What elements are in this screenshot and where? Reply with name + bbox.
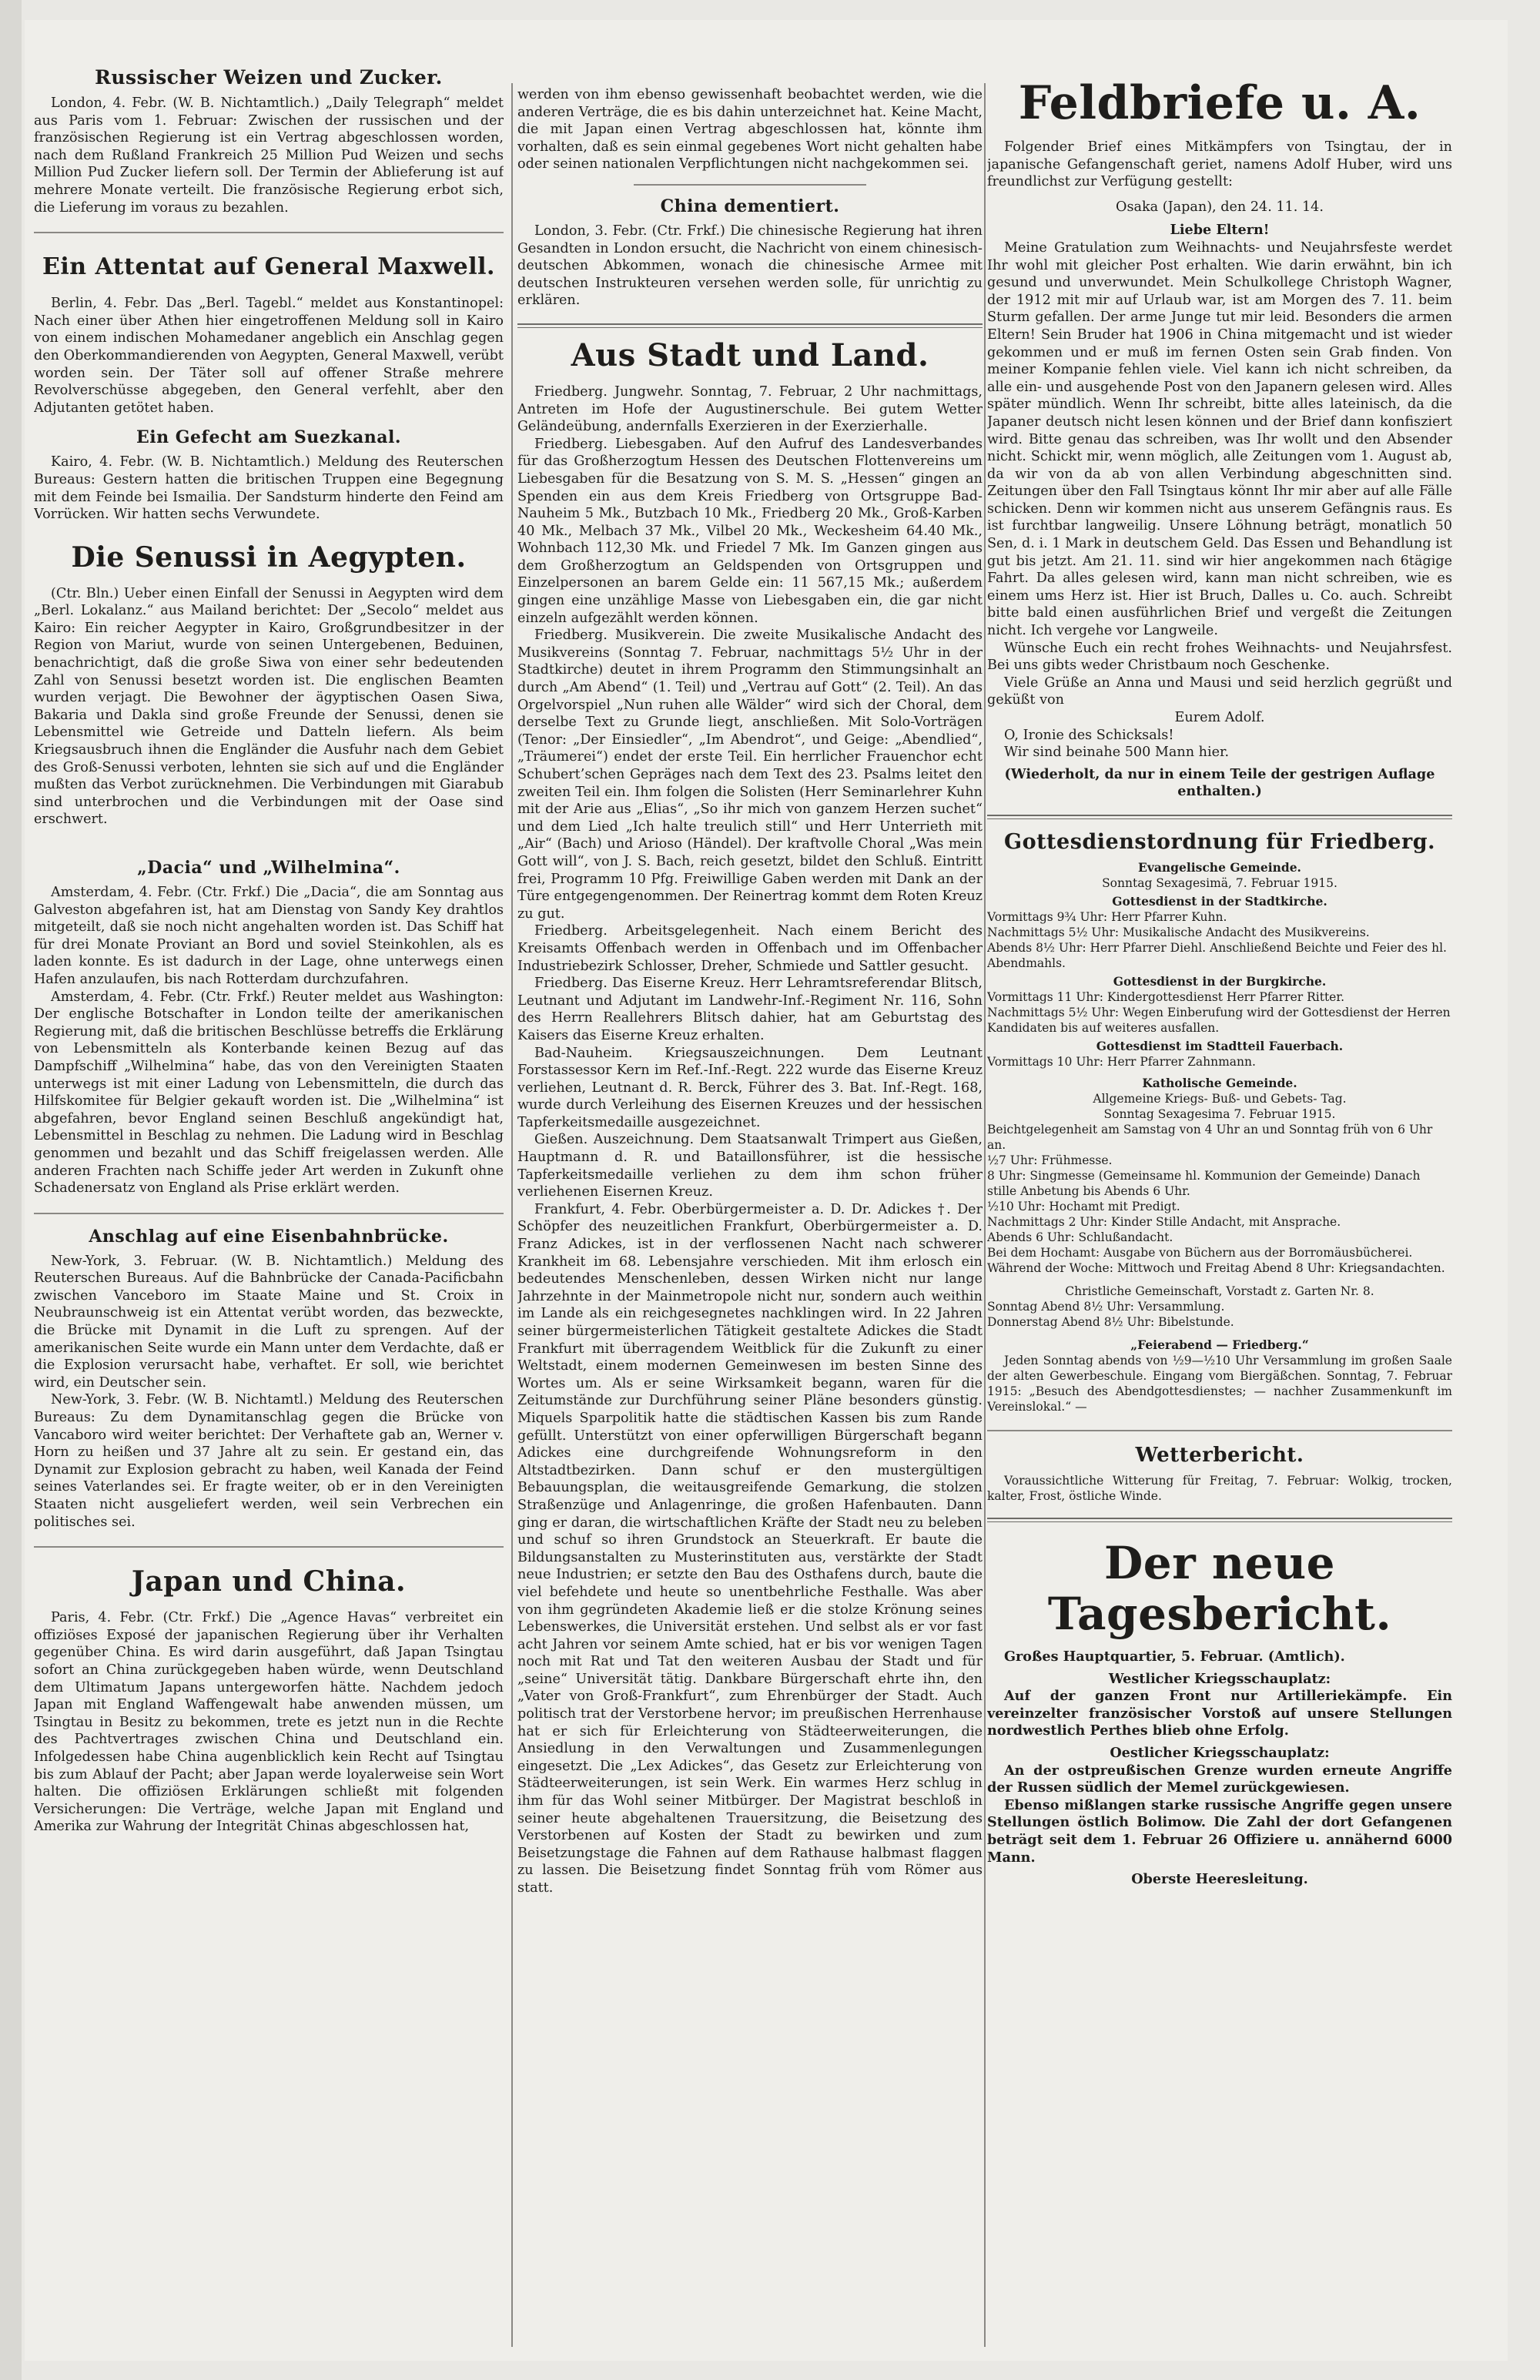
schedule-line: 8 Uhr: Singmesse (Gemeinsame hl. Kommunion der Gemeinde) Danach stille Anbetung bis Abends 6 Uhr. <box>987 1168 1421 1198</box>
headline-japan-china: Japan und China. <box>131 1565 407 1598</box>
divider <box>34 1213 504 1214</box>
divider <box>634 184 866 186</box>
local-news-item: Friedberg. Jungwehr. Sonntag, 7. Februar, 2 Uhr nachmittags, Antreten im Hofe der Augustinerschule. Bei gutem Wetter Geländeübung, andernfalls Exerzieren in der Exerzierhalle. <box>517 383 983 435</box>
headline-eisenbahnbruecke: Anschlag auf eine Eisenbahnbrücke. <box>89 1226 449 1247</box>
letter-postscript: O, Ironie des Schicksals! <box>1004 727 1174 743</box>
letter-signature: Eurem Adolf. <box>1174 710 1265 725</box>
article-paragraph: Amsterdam, 4. Febr. (Ctr. Frkf.) Reuter meldet aus Washington: Der englische Botschafter in London teilte der amerikanischen Regierung mit, daß die britischen Beschlüsse betreffs die Erklärung von Lebensmitteln als Konterbande keinen Bezug auf das Dampfschiff „Wilhelmina“ habe, das von den Vereinigten Staaten unterwegs ist mit einer Ladung von Lebensmitteln, die durch das Hilfskomitee für Belgier gekauft worden ist. Die „Wilhelmina“ ist abgefahren, bevor England seinen Beschluß angekündigt hat, Lebensmittel in Beschlag zu nehmen. Die Ladung wird in Beschlag genommen und bezahlt und das Schiff freigelassen werden. Alle anderen Frachten nach Schiffe jeder Art werden in Zukunft ohne Schadenersatz von England als Prise erklärt werden. <box>34 989 504 1197</box>
schedule-line: Nachmittags 5½ Uhr: Musikalische Andacht des Musikvereins. <box>987 925 1370 939</box>
subheading: Allgemeine Kriegs- Buß- und Gebets- Tag. <box>1093 1091 1347 1106</box>
schedule-date: Sonntag Sexagesimä, 7. Februar 1915. <box>1102 875 1337 890</box>
reprint-note: (Wiederholt, da nur in einem Teile der gestrigen Auflage enthalten.) <box>1004 765 1435 800</box>
column-1 <box>34 62 504 1836</box>
subheading: Oestlicher Kriegsschauplatz: <box>1110 1744 1330 1761</box>
subheading: Gottesdienst in der Stadtkirche. <box>1112 893 1327 909</box>
divider <box>517 323 983 328</box>
weather-report <box>987 1473 1452 1504</box>
subheading: „Feierabend — Friedberg.“ <box>1130 1337 1309 1352</box>
subheading: Westlicher Kriegsschauplatz: <box>1108 1670 1331 1687</box>
report-paragraph: An der ostpreußischen Grenze wurden erneute Angriffe der Russen südlich der Memel zurückgewiesen. <box>987 1762 1452 1796</box>
article-paragraph: Paris, 4. Febr. (Ctr. Frkf.) Die „Agence Havas“ verbreitet ein offiziöses Exposé der japanischen Regierung über ihr Verhalten gegenüber China. Es wird darin ausgeführt, daß Japan Tsingtau sofort an China zurückgegeben haben würde, wenn Deutschland dem Ultimatum Japans untergeworfen hätte. Nachdem jedoch Japan mit England Waffengewalt habe anwenden müssen, um Tsingtau in Besitz zu bekommen, trete es jetzt nun in die Rechte des Pachtvertrages zwischen China und Deutschland ein. Infolgedessen habe China augenblicklich kein Recht auf Tsingtau bis zum Ablauf der Pacht; aber Japan werde loyalerweise sein Wort halten. Die offiziösen Erklärungen schließt mit folgenden Versicherungen: Die Verträge, welche Japan mit England und Amerika zur Wahrung der Integrität Chinas abgeschlossen hat, <box>34 1610 504 1835</box>
letter-paragraph: Wünsche Euch ein recht frohes Weihnachts- und Neujahrsfest. Bei uns gibts weder Christbaum noch Geschenke. <box>987 640 1452 674</box>
schedule-line: Vormittags 9¾ Uhr: Herr Pfarrer Kuhn. <box>987 909 1227 924</box>
section-title-stadt-land: Aus Stadt und Land. <box>571 336 929 373</box>
schedule-line: Nachmittags 5½ Uhr: Wegen Einberufung wird der Gottesdienst der Herren Kandidaten bis auf weiteres ausfallen. <box>987 1005 1451 1035</box>
local-news-item: Friedberg. Liebesgaben. Auf den Aufruf des Landesverbandes für das Großherzogtum Hessen des Deutschen Flottenvereins um Liebesgaben für die Besatzung von S. M. S. „Hessen“ gingen an Spenden ein aus dem Kreis Friedberg von Ortsgruppe Bad-Nauheim 5 Mk., Butzbach 10 Mk., Friedberg 20 Mk., Groß-Karben 40 Mk., Melbach 37 Mk., Vilbel 20 Mk., Weckesheim 64.40 Mk., Wohnbach 112,30 Mk. und Friedel 7 Mk. Im Ganzen gingen aus dem Großherzogtum an Geldspenden von Ortsgruppen und Einzelpersonen an barem Gelde ein: 11 567,15 Mk.; außerdem gingen eine unzählige Masse von Liebesgaben ein, die gar nicht einzeln aufgezählt werden können. <box>517 436 983 626</box>
local-news-item: Friedberg. Musikverein. Die zweite Musikalische Andacht des Musikvereins (Sonntag 7. Februar, nachmittags 5½ Uhr in der Stadtkirche) deutet in ihrem Programm den Stimmungsinhalt an durch „Am Abend“ (1. Teil) und „Vertrau auf Gott“ (2. Teil). An das Orgelvorspiel „Nun ruhen alle Wälder“ wird sich der Choral, dem derselbe Text zu Grunde liegt, anschließen. Mit Solo-Vorträgen (Tenor: „Der Einsiedler“, „Im Abendrot“, und Geige: „Abendlied“, „Träumerei“) endet der erste Teil. Ein herrlicher Frauenchor echt Schubert’schen Gepräges nach dem Text des 23. Psalms leitet den zweiten Teil ein. Ihm folgen die Solisten (Herr Seminarlehrer Kuhn mit der Arie aus „Elias“, „So ihr mich von ganzem Herzen suchet“ und dem Lied „Ich halte treulich still“ und Herr Unterrieth mit „Air“ (Bach) und Arioso (Händel). Der kraftvolle Choral „Was mein Gott will“, von J. S. Bach, reich gesetzt, bildet den Schluß. Eintritt frei, Programm 10 Pfg. Freiwillige Gaben werden mit Dank an der Türe entgegengenommen. Der Reinertrag kommt dem Roten Kreuz zu gut. <box>517 628 983 922</box>
headline-feldbriefe: Feldbriefe u. A. <box>1018 76 1421 130</box>
letter-intro: Folgender Brief eines Mitkämpfers von Tsingtau, der in japanische Gefangenschaft geriet, namens Adolf Huber, wird uns freundlichst zur Verfügung gestellt: <box>987 139 1452 190</box>
schedule-line: Abends 6 Uhr: Schlußandacht. <box>987 1230 1173 1244</box>
schedule-line: Beichtgelegenheit am Samstag von 4 Uhr an und Sonntag früh von 6 Uhr an. <box>987 1122 1433 1152</box>
divider <box>34 232 504 233</box>
divider <box>987 1430 1452 1431</box>
column-2 <box>517 86 983 1897</box>
report-signature: Oberste Heeresleitung. <box>1131 1871 1308 1888</box>
local-news-item: Frankfurt, 4. Febr. Oberbürgermeister a. D. Dr. Adickes †. Der Schöpfer des neuzeitlichen Frankfurt, Oberbürgermeister a. D. Franz Adickes, ist in der verflossenen Nacht nach schwerer Krankheit im 68. Lebensjahre verschieden. Mit ihm erlosch ein bedeutendes Menschenleben, dessen Wirken nicht nur lange Jahrzehnte in der Mainmetropole nicht nur, sondern auch weithin im Lande als ein reichgesegnetes nachklingen wird. In 22 Jahren seiner bürgermeisterlichen Tätigkeit gestaltete Adickes die Stadt Frankfurt mit überragendem Weitblick für die Zukunft zu einer Weltstadt, einem modernen Gemeinwesen im besten Sinne des Wortes um. Als er seine Wirksamkeit begann, waren für die Zeitumstände zur Durchführung seiner Pläne besonders günstig. Miquels Sparpolitik hatte die städtischen Kassen bis zum Rande gefüllt. Unterstützt von einer opferwilligen Bürgerschaft begann Adickes eine durchgreifende Wohnungsreform in den Altstadtbezirken. Dann schuf er den mustergültigen Bebauungsplan, die weitausgreifende Gemarkung, die stolzen Straßenzüge und Anlagenringe, die großen Hafenbauten. Dann ging er daran, die wirtschaftlichen Kräfte der Stadt neu zu beleben und schuf so ihren Grundstock an Steuerkraft. Er baute die Bildungsanstalten zu Musterinstituten aus, verstärkte der Stadt neue Industrien; er setzte den Bau des Osthafens durch, baute die viel befehdete und heute so unentbehrliche Festhalle. Was aber von ihm gegründeten Akademie ließ er die stolze Krönung seines Lebenswerkes, die Universität erstehen. Und selbst als er vor fast acht Jahren vor seinem Amte schied, hat er bis vor wenigen Tagen noch mit Rat und Tat den weiteren Ausbau der Stadt und für „seine“ Universität tätig. Dankbare Bürgerschaft ehrte ihn, den „Vater von Groß-Frankfurt“, zum Ehrenbürger der Stadt. Auch politisch trat der Verstorbene hervor; im preußischen Herrenhause hat er sich für Erleichterung von Städteerweiterungen, die Ansiedlung in den Verwaltungen und Zusammenlegungen eingesetzt. Die „Lex Adickes“, das Gesetz zur Erleichterung von Städteerweiterungen, ist sein Werk. Ein warmes Herz schlug in ihm für das Wohl seiner Mitbürger. Der Magistrat beschloß in seiner heute abgehaltenen Trauersitzung, die Beisetzung des Verstorbenen auf Kosten der Stadt zu bewirken und zum Beisetzungstage die Fahnen auf dem Rathause halbmast flaggen zu lassen. Die Beisetzung findet Sonntag früh vom Römer aus statt. <box>517 1201 983 1896</box>
letter-paragraph: Viele Grüße an Anna und Mausi und seid herzlich gegrüßt und geküßt von <box>987 675 1452 708</box>
subheading: Gottesdienst in der Burgkirche. <box>1113 973 1327 989</box>
letter-postscript: Wir sind beinahe 500 Mann hier. <box>1004 745 1230 761</box>
article-paragraph: (Ctr. Bln.) Ueber einen Einfall der Senussi in Aegypten wird dem „Berl. Lokalanz.“ aus Mailand berichtet: Der „Secolo“ meldet aus Kairo: Ein reicher Aegypter in Kairo, Großgrundbesitzer in der Region von Mariut, wurde von seinen Untergebenen, Beduinen, benachrichtigt, daß die große Siwa von einer sehr bedeutenden Zahl von Senussi besetzt worden ist. Die englischen Beamten wurden verjagt. Die Bewohner der ägyptischen Oasen Siwa, Bakaria und Dakla sind große Freunde der Senussi, denen sie Lebensmittel wie Getreide und Datteln liefern. Als beim Kriegsausbruch ihnen die Engländer die Ausfuhr nach dem Gebiet des Groß-Senussi verboten, lehnten sie sich auf und die Engländer mußten das Verbot zurücknehmen. Die Verbindungen mit Giarabub sind unterbrochen und die Verbindungen mit der Oase sind erschwert. <box>34 585 504 828</box>
report-paragraph: Auf der ganzen Front nur Artilleriekämpfe. Ein vereinzelter französischer Vorstoß auf unsere Stellungen nordwestlich Perthes blieb ohne Erfolg. <box>987 1688 1452 1739</box>
article-paragraph: New-York, 3. Februar. (W. B. Nichtamtlich.) Meldung des Reuterschen Bureaus. Auf die Bahnbrücke der Canada-Pacificbahn zwischen Vanceboro im Staate Maine und St. Croix in Neubraunschweig ist ein Attentat verübt worden, das bezweckte, die Brücke mit Dynamit in die Luft zu sprengen. Auf der amerikanischen Seite wurde ein Mann unter dem Verdachte, daß er die Explosion verursacht habe, verhaftet. Er soll, wie berichtet wird, ein Deutscher sein. <box>34 1253 504 1391</box>
article-paragraph: New-York, 3. Febr. (W. B. Nichtamtl.) Meldung des Reuterschen Bureaus: Zu dem Dynamitanschlag gegen die Brücke von Vancaboro wird weiter berichtet: Der Verhaftete gab an, Werner v. Horn zu heißen und 37 Jahre alt zu sein. Er gestand ein, das Dynamit zur Explosion gebracht zu haben, weil Kanada der Feind seines Vaterlandes sei. Er fragte weiter, ob er in den Vereinigten Staaten nicht ausgeliefert werden, weil sein Verbrechen ein politisches sei. <box>34 1392 504 1530</box>
schedule-date: Sonntag Sexagesima 7. Februar 1915. <box>1103 1106 1336 1121</box>
column-rule <box>511 83 513 2347</box>
article-paragraph: Amsterdam, 4. Febr. (Ctr. Frkf.) Die „Dacia“, die am Sonntag aus Galveston abgefahren ist, hat am Dienstag von Sandy Key drahtlos mitgeteilt, daß sie noch nicht angehalten worden ist. Das Schiff hat für drei Monate Proviant an Bord und soviel Steinkohlen, als es laden konnte. Es ist dadurch in der Lage, ohne unterwegs einen Hafen anzulaufen, bis nach Rotterdam durchzufahren. <box>34 885 504 987</box>
article-paragraph: Berlin, 4. Febr. Das „Berl. Tagebl.“ meldet aus Konstantinopel: Nach einer über Athen hier eingetroffenen Meldung soll in Kairo von einem indischen Mohamedaner angeblich ein Anschlag gegen den Oberkommandierenden von Aegypten, General Maxwell, verübt worden sein. Der Täter soll auf offener Straße mehrere Revolverschüsse abgegeben, den General verfehlt, aber den Adjutanten getötet haben. <box>34 296 504 416</box>
service-schedule <box>987 860 1452 1414</box>
subheading: Gottesdienst im Stadtteil Fauerbach. <box>1096 1038 1344 1053</box>
schedule-line: Während der Woche: Mittwoch und Freitag Abend 8 Uhr: Kriegsandachten. <box>987 1260 1445 1275</box>
column-rule <box>984 83 986 2347</box>
column-3 <box>987 62 1452 1889</box>
schedule-line: Jeden Sonntag abends von ½9—½10 Uhr Versammlung im großen Saale der alten Gewerbeschule. Eingang vom Biergäßchen. Sonntag, 7. Februar 1915: „Besuch des Abendgottesdienstes; — nachher Zusammenkunft im Vereinslokal.“ — <box>987 1353 1452 1414</box>
local-news-item: Gießen. Auszeichnung. Dem Staatsanwalt Trimpert aus Gießen, Hauptmann d. R. und Bataillonsführer, ist die hessische Tapferkeitsmedaille verliehen zu dem ihm schon früher verliehenen Eisernen Kreuz. <box>517 1132 983 1200</box>
schedule-line: ½10 Uhr: Hochamt mit Predigt. <box>987 1199 1180 1213</box>
weather-text: Voraussichtliche Witterung für Freitag, 7. Februar: Wolkig, trocken, kalter, Frost, östliche Winde. <box>987 1473 1452 1503</box>
report-dateline: Großes Hauptquartier, 5. Februar. (Amtlich). <box>1004 1648 1345 1665</box>
page-margin <box>0 0 22 2380</box>
local-news-item: Friedberg. Das Eiserne Kreuz. Herr Lehramtsreferendar Blitsch, Leutnant und Adjutant im Landwehr-Inf.-Regiment Nr. 116, Sohn des Herrn Reallehrers Blitsch dahier, hat am Geburtstag des Kaisers das Eiserne Kreuz erhalten. <box>517 976 983 1043</box>
article-paragraph: Kairo, 4. Febr. (W. B. Nichtamtlich.) Meldung des Reuterschen Bureaus: Gestern hatten die britischen Truppen eine Begegnung mit dem Feinde bei Ismailia. Der Sandsturm hinderte den Feind am Vorrücken. Wir hatten sechs Verwundete. <box>34 454 504 523</box>
divider <box>34 1546 504 1548</box>
subheading: Evangelische Gemeinde. <box>1138 859 1301 875</box>
headline-china-dementiert: China dementiert. <box>660 196 840 216</box>
article-paragraph: London, 3. Febr. (Ctr. Frkf.) Die chinesische Regierung hat ihren Gesandten in London ersucht, die Nachricht von einem chinesisch-deutschen Abkommen, wonach die chinesische Armee mit deutschen Instrukteuren versehen werden solle, für unrichtig zu erklären. <box>517 223 983 309</box>
local-news-item: Bad-Nauheim. Kriegsauszeichnungen. Dem Leutnant Forstassessor Kern im Ref.-Inf.-Regt. 222 wurde das Eiserne Kreuz verliehen, Leutnant d. R. Berck, Führer des 3. Bat. Inf.-Regt. 168, wurde durch Verleihung des Eisernen Kreuzes und der hessischen Tapferkeitsmedaille ausgezeichnet. <box>517 1045 983 1130</box>
letter-paragraph: Meine Gratulation zum Weihnachts- und Neujahrsfeste werdet Ihr wohl mit gleicher Post erhalten. Wie darin erwähnt, bin ich gesund und unverwundet. Mein Schulkollege Christoph Wagner, der 1912 mit mir auf Urlaub war, ist am Morgen des 7. 11. beim Sturm gefallen. Der arme Junge tut mir leid. Besonders die armen Eltern! Sein Bruder hat 1906 in China mitgemacht und ist wieder gekommen und er muß im fernen Osten sein Grab finden. Von meiner Kompanie fehlen viele. Viel kann ich nicht schreiben, da alle ein- und ausgehende Post von den Japanern gelesen wird. Alles später mündlich. Wenn Ihr schreibt, bitte alles lateinisch, da die Japaner deutsch nicht lesen können und der Brief dann konfisziert wird. Bitte genau das schreiben, was Ihr wollt und den Absender nicht. Schickt mir, wenn möglich, alle Zeitungen vom 1. August ab, da wir von da ab von allen Verbindung abgeschnitten sind. Zeitungen über den Fall Tsingtaus könnt Ihr mir aber auf alle Fälle schicken. Denn wir kommen nicht aus unserem Gefängnis raus. Es ist furchtbar langweilig. Unsere Löhnung beträgt, monatlich 50 Sen, d. i. 1 Mark in deutschem Geld. Das Essen und Behandlung ist gut bis jetzt. Am 21. 11. sind wir hier angekommen nach 6tägige Fahrt. Da alles gelesen wird, kann man nicht schreiben, wie es einem ums Herz ist. Hier ist Bruch, Dalles u. Co. auch. Schreibt bitte bald einen ausführlichen Brief und vergeßt die Zeitungen nicht. Ich vergehe vor Langweile. <box>987 239 1452 639</box>
local-news-item: Friedberg. Arbeitsgelegenheit. Nach einem Bericht des Kreisamts Offenbach werden in Offenbach und im Offenbacher Industriebezirk Schlosser, Dreher, Schmiede und Sattler gesucht. <box>517 923 983 974</box>
schedule-line: Christliche Gemeinschaft, Vorstadt z. Garten Nr. 8. <box>1065 1284 1374 1298</box>
schedule-line: Sonntag Abend 8½ Uhr: Versammlung. <box>987 1299 1225 1314</box>
schedule-line: Vormittags 11 Uhr: Kindergottesdienst Herr Pfarrer Ritter. <box>987 989 1344 1004</box>
divider <box>987 1518 1452 1522</box>
schedule-line: Vormittags 10 Uhr: Herr Pfarrer Zahnmann. <box>987 1054 1256 1069</box>
headline-senussi: Die Senussi in Aegypten. <box>71 541 467 574</box>
divider <box>987 815 1452 819</box>
headline-wetterbericht: Wetterbericht. <box>1135 1443 1304 1467</box>
subheading: Katholische Gemeinde. <box>1142 1075 1297 1090</box>
schedule-line: ½7 Uhr: Frühmesse. <box>987 1153 1113 1167</box>
letter-salutation: Liebe Eltern! <box>1170 222 1270 239</box>
schedule-line: Abends 8½ Uhr: Herr Pfarrer Diehl. Anschließend Beichte und Feier des hl. Abendmahls. <box>987 940 1447 970</box>
schedule-line: Bei dem Hochamt: Ausgabe von Büchern aus der Borromäusbücherei. <box>987 1245 1413 1260</box>
headline-attentat: Ein Attentat auf General Maxwell. <box>42 253 495 281</box>
report-paragraph: Ebenso mißlangen starke russische Angriffe gegen unsere Stellungen östlich Bolimow. Die Zahl der dort Gefangenen beträgt seit dem 1. Februar 26 Offiziere u. annähernd 6000 Mann. <box>987 1796 1452 1866</box>
schedule-line: Nachmittags 2 Uhr: Kinder Stille Andacht, mit Ansprache. <box>987 1214 1341 1229</box>
article-paragraph: London, 4. Febr. (W. B. Nichtamtlich.) „Daily Telegraph“ meldet aus Paris vom 1. Februar: Zwischen der russischen und der französischen Regierung ist ein Vertrag abgeschlossen worden, nach dem Rußland Frankreich 25 Million Pud Weizen und sechs Million Pud Zucker liefern soll. Der Termin der Ablieferung ist auf mehrere Monate verteilt. Die französische Regierung erbot sich, die Lieferung im voraus zu bezahlen. <box>34 95 504 216</box>
headline-suezkanal: Ein Gefecht am Suezkanal. <box>136 427 402 448</box>
spacer <box>34 828 504 847</box>
letter-dateline: Osaka (Japan), den 24. 11. 14. <box>1116 199 1324 215</box>
headline-dacia: „Dacia“ und „Wilhelmina“. <box>137 858 400 878</box>
headline-tagesbericht: Der neue Tagesbericht. <box>1047 1536 1392 1640</box>
headline-weizen: Russischer Weizen und Zucker. <box>95 66 443 89</box>
article-paragraph: werden von ihm ebenso gewissenhaft beobachtet werden, wie die anderen Verträge, die es bis dahin unterzeichnet hat. Keine Macht, die mit Japan einen Vertrag abgeschlossen hat, könnte ihm vorhalten, daß es sein einmal gegebenes Wort nicht gehalten habe oder seinen nationalen Verpflichtungen nicht nachgekommen sei. <box>517 87 983 172</box>
headline-gottesdienst: Gottesdienstordnung für Friedberg. <box>1004 829 1435 854</box>
schedule-line: Donnerstag Abend 8½ Uhr: Bibelstunde. <box>987 1314 1234 1329</box>
